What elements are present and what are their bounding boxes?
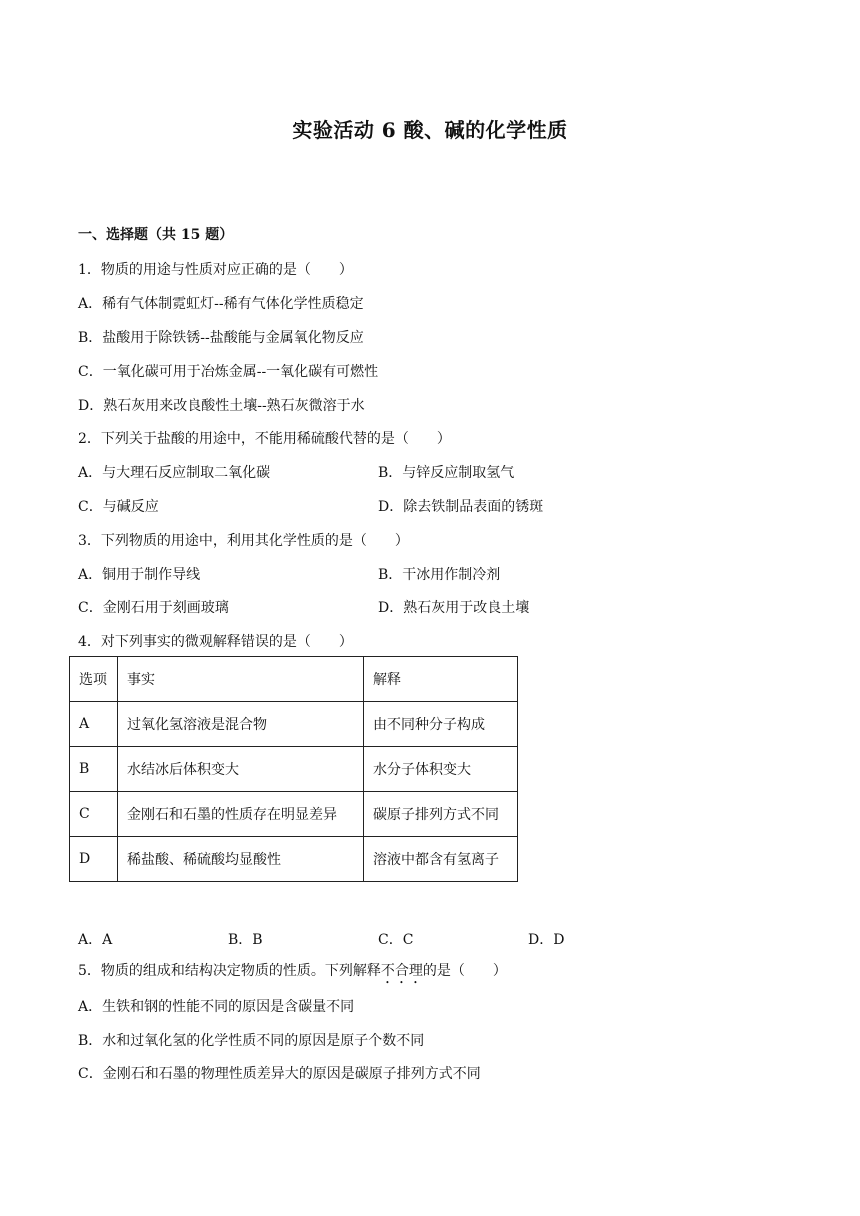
question-3-option-a: A．铜用于制作导线: [78, 567, 201, 583]
question-1-option-c: C．一氧化碳可用于冶炼金属--一氧化碳有可燃性: [78, 364, 379, 380]
question-2-option-a: A．与大理石反应制取二氧化碳: [78, 465, 271, 481]
table-cell: 溶液中都含有氢离子: [364, 837, 518, 882]
table-cell: B: [70, 747, 118, 792]
question-4-option-a: A．A: [78, 932, 113, 948]
table-row: [70, 702, 518, 747]
question-5-stem-text: 5．物质的组成和结构决定物质的性质。下列解释: [78, 963, 381, 979]
question-5-stem-end: 的是（ ）: [422, 963, 507, 979]
section-heading: 一、选择题（共 15 题）: [78, 227, 234, 243]
table-row: [70, 747, 518, 792]
question-3-stem: 3．下列物质的用途中，利用其化学性质的是（ ）: [78, 533, 409, 549]
question-2-stem: 2．下列关于盐酸的用途中，不能用稀硫酸代替的是（ ）: [78, 431, 451, 447]
question-2-option-d: D．除去铁制品表面的锈斑: [378, 499, 544, 515]
question-1-stem: 1．物质的用途与性质对应正确的是（ ）: [78, 262, 353, 278]
question-4-option-b: B．B: [228, 932, 263, 948]
table-cell: 金刚石和石墨的性质存在明显差异: [118, 792, 364, 837]
table-cell: 过氧化氢溶液是混合物: [118, 702, 364, 747]
table-cell: 稀盐酸、稀硫酸均显酸性: [118, 837, 364, 882]
question-4-table: [69, 656, 518, 882]
question-5-option-b: B．水和过氧化氢的化学性质不同的原因是原子个数不同: [78, 1033, 425, 1049]
table-header-row: [70, 657, 518, 702]
question-3-option-b: B．干冰用作制冷剂: [378, 567, 501, 583]
question-5-stem: [78, 960, 507, 987]
question-1-option-a: A．稀有气体制霓虹灯--稀有气体化学性质稳定: [78, 296, 364, 312]
table-cell: C: [70, 792, 118, 837]
table-cell: 由不同种分子构成: [364, 702, 518, 747]
question-5-emphasis: 不合理: [380, 963, 423, 979]
table-cell: A: [70, 702, 118, 747]
question-3-option-d: D．熟石灰用于改良土壤: [378, 600, 530, 616]
table-header-cell: 事实: [118, 657, 364, 702]
question-5-option-a: A．生铁和钢的性能不同的原因是含碳量不同: [78, 999, 355, 1015]
table-header-cell: 选项: [70, 657, 118, 702]
table-header-cell: 解释: [364, 657, 518, 702]
table-cell: 碳原子排列方式不同: [364, 792, 518, 837]
question-2-option-c: C．与碱反应: [78, 499, 159, 515]
table-cell: 水分子体积变大: [364, 747, 518, 792]
table-cell: 水结冰后体积变大: [118, 747, 364, 792]
table-row: [70, 837, 518, 882]
table-cell: D: [70, 837, 118, 882]
document-title: 实验活动 6 酸、碱的化学性质: [292, 118, 568, 142]
question-4-option-c: C．C: [378, 932, 414, 948]
question-3-option-c: C．金刚石用于刻画玻璃: [78, 600, 229, 616]
question-4-option-d: D．D: [528, 932, 565, 948]
question-1-option-b: B．盐酸用于除铁锈--盐酸能与金属氧化物反应: [78, 330, 364, 346]
question-4-stem: 4．对下列事实的微观解释错误的是（ ）: [78, 634, 353, 650]
question-5-option-c: C．金刚石和石墨的物理性质差异大的原因是碳原子排列方式不同: [78, 1066, 481, 1082]
question-1-option-d: D．熟石灰用来改良酸性土壤--熟石灰微溶于水: [78, 398, 365, 414]
question-2-option-b: B．与锌反应制取氢气: [378, 465, 515, 481]
table-row: [70, 792, 518, 837]
